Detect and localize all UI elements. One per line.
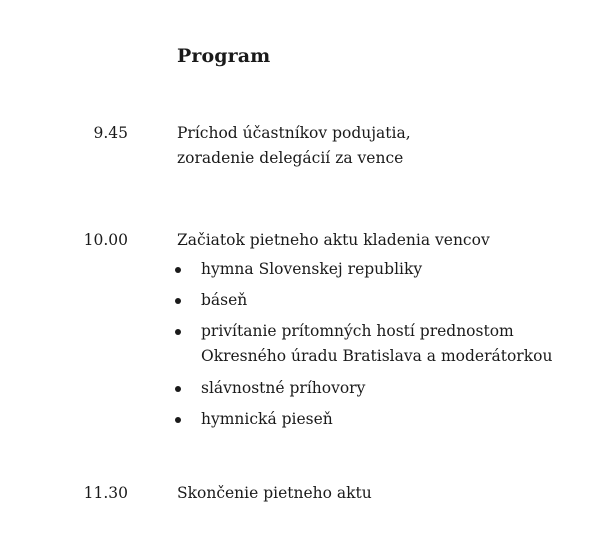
list-item-label: Okresného úradu Bratislava a moderátorkou	[201, 347, 553, 365]
schedule-time: 9.45	[93, 124, 128, 142]
schedule-time: 11.30	[83, 484, 128, 502]
schedule-text: zoradenie delegácií za vence	[177, 149, 404, 167]
bullet-dot-icon	[175, 417, 181, 423]
schedule-text: Príchod účastníkov podujatia,	[177, 124, 411, 142]
schedule-text: Začiatok pietneho aktu kladenia vencov	[177, 231, 490, 249]
list-item-label: hymna Slovenskej republiky	[201, 260, 423, 278]
list-item-label: slávnostné príhovory	[201, 379, 366, 397]
list-item-label: hymnická pieseň	[201, 410, 333, 428]
schedule-text: Skončenie pietneho aktu	[177, 484, 372, 502]
bullet-dot-icon	[175, 298, 181, 304]
list-item-label: báseň	[201, 291, 248, 309]
bullet-dot-icon	[175, 329, 181, 335]
schedule-time: 10.00	[83, 231, 128, 249]
list-item-label: privítanie prítomných hostí prednostom	[201, 322, 514, 340]
page-title: Program	[177, 45, 271, 67]
bullet-dot-icon	[175, 267, 181, 273]
bullet-dot-icon	[175, 386, 181, 392]
